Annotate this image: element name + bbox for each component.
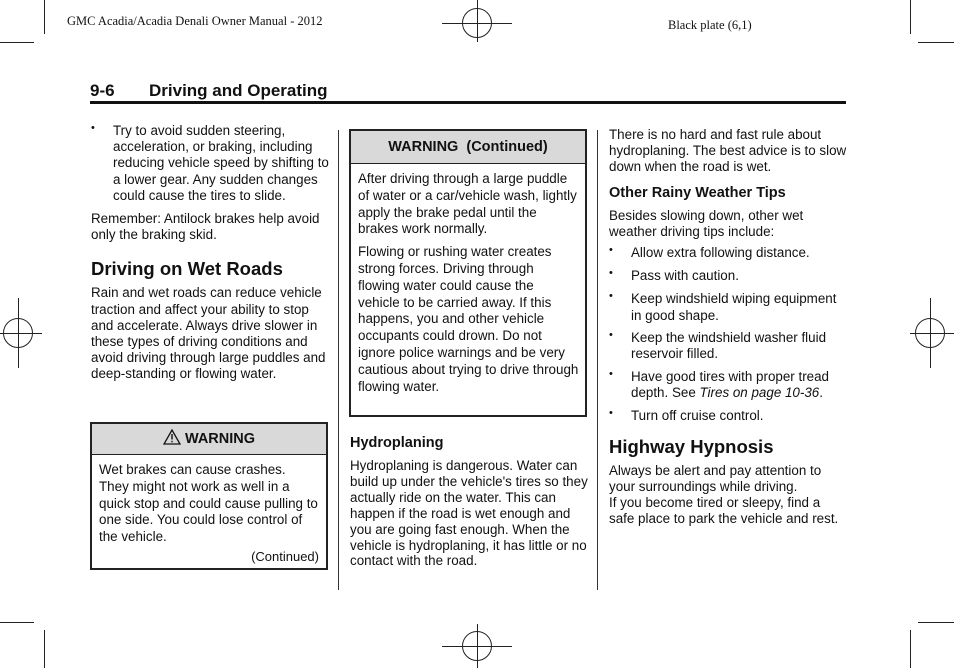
list-item: • Keep windshield wiping equipment in good shape. xyxy=(609,290,837,323)
heading-wet-roads: Driving on Wet Roads xyxy=(91,258,283,280)
page-number: 9-6 xyxy=(90,81,115,100)
crop-mark xyxy=(910,0,911,34)
warning-triangle-icon xyxy=(163,429,181,445)
bullet-list xyxy=(91,123,331,204)
plate-label: Black plate (6,1) xyxy=(668,18,752,32)
bullet-icon: • xyxy=(609,328,613,341)
hydroplaning-advice: There is no hard and fast rule about hydroplaning. The best advice is to slow down when the road is wet. xyxy=(609,127,847,175)
warning-continued-header: WARNING (Continued) xyxy=(351,131,585,164)
heading-rainy-tips: Other Rainy Weather Tips xyxy=(609,184,786,201)
list-item: • Have good tires with proper tread depth. See Tires on page 10-36. xyxy=(609,368,829,401)
heading-highway-hypnosis: Highway Hypnosis xyxy=(609,435,774,457)
wet-roads-intro: Rain and wet roads can reduce vehicle traction and affect your ability to stop and accelerate. Always drive slower in these types of driving conditions and avoid driving through large puddles and deep-standing or flowing water. xyxy=(91,285,326,382)
warning-continued-p1: After driving through a large puddle of water or a car/vehicle wash, lightly apply the brake pedal until the brakes work normally. xyxy=(358,171,577,237)
crop-mark xyxy=(44,0,45,34)
column-divider xyxy=(597,130,598,590)
bullet-icon: • xyxy=(609,244,613,257)
heading-rule xyxy=(90,101,846,104)
tires-reference[interactable]: Tires on page 10-36 xyxy=(699,385,820,401)
warning-text: Wet brakes can cause crashes. They might not work as well in a quick stop and could cause pulling to one side. You could lose control of the vehicle. xyxy=(99,462,318,545)
highway-text-1: Always be alert and pay attention to your surroundings while driving. xyxy=(609,462,822,495)
column-divider xyxy=(338,130,339,590)
crop-mark xyxy=(918,622,954,623)
bullet-icon: • xyxy=(609,368,613,381)
list-item: • Allow extra following distance. xyxy=(609,244,810,261)
manual-title: GMC Acadia/Acadia Denali Owner Manual - 2012 xyxy=(67,14,323,28)
crop-mark xyxy=(0,42,34,43)
bullet-icon: • xyxy=(91,122,95,134)
registration-mark-line xyxy=(930,298,931,368)
list-item: • Keep the windshield washer fluid reservoir filled. xyxy=(609,328,827,362)
registration-mark-line xyxy=(910,333,954,334)
warning-header xyxy=(92,424,326,455)
bullet-icon: • xyxy=(609,406,613,419)
warning-box xyxy=(90,422,328,570)
list-item: • Turn off cruise control. xyxy=(609,406,764,423)
hydroplaning-text: Hydroplaning is dangerous. Water can build up under the vehicle's tires so they actually ride on the water. This can happen if the road is wet enough and you are going fast enough. When the vehicle is hydroplaning, it has little or no contact with the road. xyxy=(350,458,588,569)
bullet-icon: • xyxy=(609,290,613,303)
registration-mark-line xyxy=(0,333,42,334)
continued-label: (Continued) xyxy=(251,549,319,564)
column-1 xyxy=(91,123,331,383)
section-title: Driving and Operating xyxy=(149,81,328,100)
warning-continued-box xyxy=(349,129,587,417)
heading-hydroplaning: Hydroplaning xyxy=(350,435,444,451)
column-2-lower xyxy=(350,434,590,569)
rainy-tips-intro: Besides slowing down, other wet weather driving tips include: xyxy=(609,207,804,239)
registration-mark-line xyxy=(477,624,478,668)
crop-mark xyxy=(0,622,34,623)
registration-mark-line xyxy=(18,298,19,368)
bullet-icon: • xyxy=(609,267,613,280)
list-item: • Pass with caution. xyxy=(609,267,739,284)
crop-mark xyxy=(918,42,954,43)
column-3 xyxy=(609,127,849,528)
list-item: • Try to avoid sudden steering, acceleration, or braking, including reducing vehicle speed by shifting to a lower gear. Any sudden changes could cause the tires to slide. xyxy=(91,122,329,203)
warning-continued-p2: Flowing or rushing water creates strong forces. Driving through flowing water could cause the vehicle to be carried away. If this happens, you and other vehicle occupants could drown. Do not ignore police warnings and be very cautious about trying to drive through flowing water. xyxy=(358,244,579,394)
crop-mark xyxy=(910,630,911,668)
remember-text: Remember: Antilock brakes help avoid only the braking skid. xyxy=(91,211,320,243)
warning-title: WARNING xyxy=(184,431,256,447)
registration-mark-line xyxy=(477,0,478,42)
crop-mark xyxy=(44,630,45,668)
rainy-tips-list xyxy=(609,245,849,424)
highway-text-2: If you become tired or sleepy, find a safe place to park the vehicle and rest. xyxy=(609,495,839,527)
